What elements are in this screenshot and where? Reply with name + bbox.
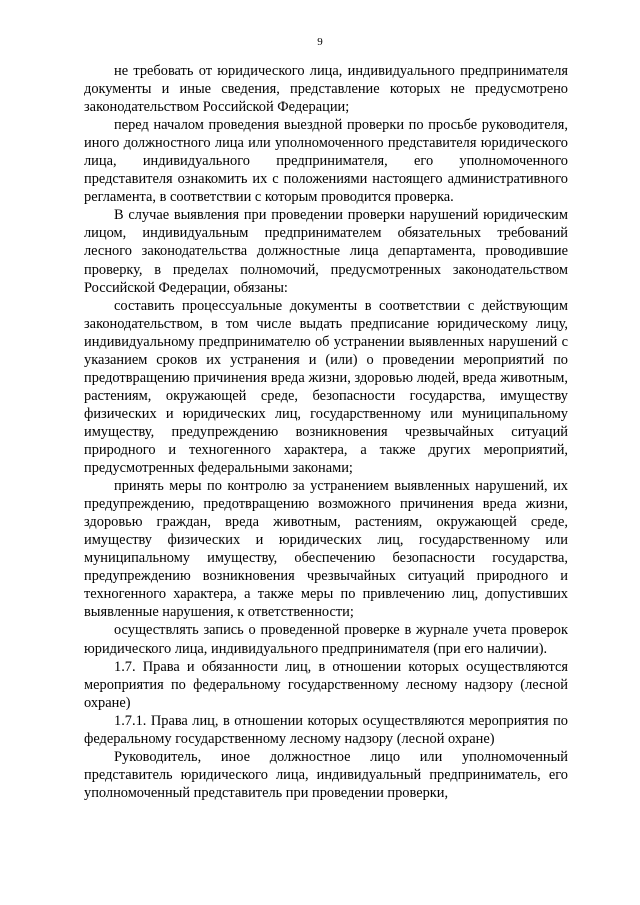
paragraph-familiarize-with-regulation: перед началом проведения выездной проверки по просьбе руководителя, иного должностного лица или уполномоченного представителя юридического лица, индивидуального предпринимателя, его уполномоченного представителя ознакомить их с положениями настоящего административного регламента, в соответствии с которым проводится проверка. [84,117,568,206]
paragraph-record-in-journal: осуществлять запись о проведенной проверке в журнале учета проверок юридического лица, индивидуального предпринимателя (при его наличии). [84,622,568,657]
section-heading-1-7-1: 1.7.1. Права лиц, в отношении которых осуществляются мероприятия по федеральному государственному лесному надзору (лесной охране) [84,712,568,747]
section-heading-1-7: 1.7. Права и обязанности лиц, в отношении которых осуществляются мероприятия по федеральному государственному лесному надзору (лесной охране) [84,658,568,711]
paragraph-violations-detected: В случае выявления при проведении проверки нарушений юридическим лицом, индивидуальным предпринимателем обязательных требований лесного законодательства должностные лица департамента, проводившие проверку, в пределах полномочий, предусмотренных законодательством Российской Федерации, обязаны: [84,207,568,296]
paragraph-draw-up-documents: составить процессуальные документы в соответствии с действующим законодательством, в том числе выдать предписание юридическому лицу, индивидуальному предпринимателю об устранении выявленных нарушений с указанием сроков их устранения и (или) о проведении мероприятий по предотвращению причинения вреда жизни, здоровью людей, вреда животным, растениям, окружающей среде, безопасности государства, имуществу физических и юридических лиц, государственному или муниципальному имуществу, предупреждению возникновения чрезвычайных ситуаций природного и техногенного характера, а также других мероприятий, предусмотренных федеральными законами; [84,297,568,477]
document-body [84,62,568,802]
paragraph-not-require-documents: не требовать от юридического лица, индивидуального предпринимателя документы и иные сведения, представление которых не предусмотрено законодательством Российской Федерации; [84,63,568,116]
page-number: 9 [317,36,323,48]
paragraph-take-control-measures: принять меры по контролю за устранением выявленных нарушений, их предупреждению, предотвращению возможного причинения вреда жизни, здоровью граждан, вреда животным, растениям, окружающей среде, имуществу физических и юридических лиц, государственному или муниципальному имуществу, обеспечению безопасности государства, предупреждению возникновения чрезвычайных ситуаций природного и техногенного характера, а также меры по привлечению лиц, допустивших выявленные нарушения, к ответственности; [84,478,568,621]
paragraph-rights-of-representative: Руководитель, иное должностное лицо или уполномоченный представитель юридического лица, индивидуальный предприниматель, его уполномоченный представитель при проведении проверки, [84,748,568,801]
